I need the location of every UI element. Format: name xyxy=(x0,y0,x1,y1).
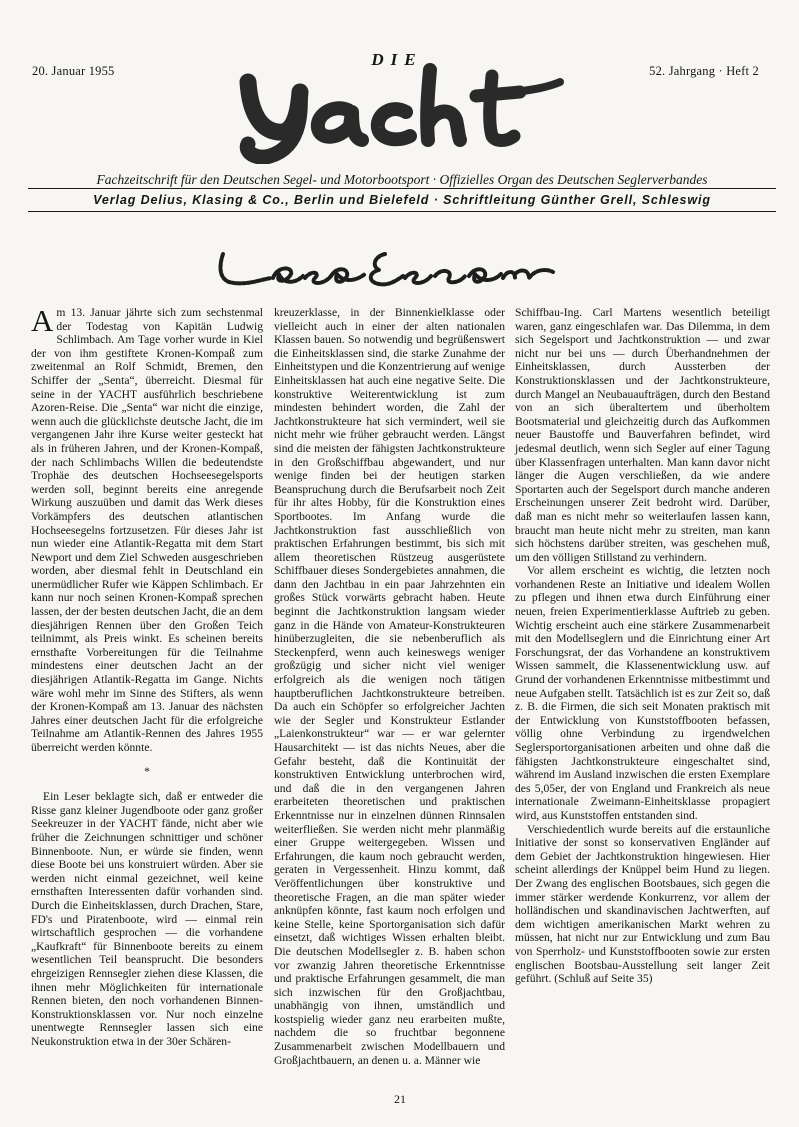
paragraph: kreuzerklasse, in der Binnenkielklasse oder vielleicht auch in einer der alten nationalen Klassen bauen. So notwendig und begrüßenswert die Einheitsklassen sind, die starke Zunahme der Einheitstypen und die Konzentrierung auf wenige Einheitsklassen hat auch eine negative Seite. Die konstruktive Weiterentwicklung ist zum mindesten behindert worden, die Zahl der Jachtkonstrukteure hat sich vermindert, weil sie nicht mehr wie früher gebraucht werden. Längst sind die meisten der fähigsten Jachtkonstrukteure in den Großschiffbau abgewandert, und nur wenige finden bei der heutigen starken Beanspruchung durch die Berufsarbeit noch Zeit für ihr altes Hobby, für die Konstruktion eines Sportbootes. Im Anfang wurde die Jachtkonstruktion fast ausschließlich von praktischen Erfahrungen bestimmt, bis sich mit allem theoretischen Rüstzeug ausgerüstete Schiffbauer dieses Sondergebietes annahmen, die dann den Jachtbau in ein paar Jahrzehnten ein großes Stück vorwärts gebracht haben. Heute beginnt die Jachtkonstruktion langsam wieder ganz in die Hände von Amateur-Konstrukteuren hinüberzugleiten, die sie nebenberuflich als Steckenpferd, wenn auch keineswegs weniger großzügig und sicher nicht viel weniger erfolgreich als die wenigen noch tätigen hauptberuflichen Jachtkonstrukteure betreiben. Da auch ein Schöpfer so erfolgreicher Jachten wie der Segler und Konstrukteur Estlander „Laienkonstrukteur“ war — er war gelernter Hausarchitekt — ist das nichts Neues, aber die Gefahr besteht, daß die Kontinuität der konstruktiven Entwicklung unterbrochen wird, und daß die in den vergangenen Jahren erarbeiteten theoretischen und praktischen Erkenntnisse nur in einzelnen dünnen Rinnsalen weiterfließen. Sie werden nicht mehr planmäßig einer Gruppe weitergegeben. Wissen und Erfahrungen, die kaum noch gebraucht werden, geraten in Vergessenheit. Hinzu kommt, daß Veröffentlichungen über konstruktive und theoretische Fragen, an die man später wieder anknüpfen könnte, fast kaum noch erfolgen und keine Stelle, keine Sportorganisation sich dafür einsetzt, daß wichtiges Wissen erhalten bleibt. Die deutschen Modellsegler z. B. haben schon vor zwanzig Jahren theoretische Erkenntnisse und praktische Erfahrungen gesammelt, die man sich inzwischen für den Großjachtbau, unabhängig von ihnen, umständlich und kostspielig wieder ganz neu erarbeiten mußte, nachdem die so fruchtbar begonnene Zusammenarbeit zwischen Modellbauern und Großjachtbauern, an denen u. a. Männer wie xyxy=(274,306,505,1067)
issue-number: 52. Jahrgang · Heft 2 xyxy=(649,64,759,78)
article-column-1 xyxy=(31,303,263,1048)
divider-top xyxy=(28,188,776,189)
page-number: 21 xyxy=(394,1092,406,1106)
continuation-note: (Schluß auf Seite 35) xyxy=(554,972,653,986)
masthead-die: DIE xyxy=(371,50,423,69)
paragraph: Ein Leser beklagte sich, daß er entweder die Risse ganz kleiner Jugendboote oder ganz großer Seekreuzer in der YACHT fände, nicht aber wie früher die Zeichnungen schnittiger und schöner Binnenboote. Nun, er würde sie finden, wenn diese Boote bei uns konstruiert würden. Aber sie werden nicht einmal gezeichnet, weil keine ernsthaften Interessenten dafür vorhanden sind. Durch die Einheitsklassen, durch Drachen, Stare, FD's und Piratenboote, wird — einmal rein wirtschaftlich gesprochen — die vorhandene „Kaufkraft“ für Binnenboote bereits zu einem wesentlichen Teil beansprucht. Die besonders ehrgeizigen Rennsegler ziehen diese Klassen, die ihnen mehr Möglichkeiten für internationale Rennen bieten, den noch vorhandenen Binnen-Konstruktionsklassen vor. Nur noch einzelne unentwegte Rennsegler lassen sich eine Neukonstruktion etwa in der 30er Schären- xyxy=(31,790,263,1048)
article-column-3 xyxy=(515,306,770,986)
paragraph: Vor allem erscheint es wichtig, die letzten noch vorhandenen Reste an Initiative und idealem Wollen zu pflegen und ihnen etwa durch Einführung einer neuen, freien Experimentierklasse Auftrieb zu geben. Wichtig erscheint auch eine stärkere Zusammenarbeit mit den Modellseglern und die Einrichtung einer Art Forschungsrat, der das Vorhandene an konstruktivem Wissen sammelt, die Klassenentwicklung usw. auf Grund der vorhandenen Erkenntnisse mitbestimmt und neue Aufgaben stellt. Tatsächlich ist es zur Zeit so, daß z. B. die Firmen, die sich seit Monaten praktisch mit der Entwicklung von Kunststoffbooten befassen, völlig ohne Verbindung zu irgendwelchen Seglersportorganisationen arbeiten und ohne daß die fähigsten Jachtkonstrukteure eingeschaltet sind, während im Ausland inzwischen die ersten Exemplare des 5,05er, der von England und Frankreich als neue internationale Zweimann-Einheitsklasse propagiert wird, aus Kunststoffen entstanden sind. xyxy=(515,564,770,822)
issue-date: 20. Januar 1955 xyxy=(32,64,115,78)
paragraph-text: Verschiedentlich wurde bereits auf die erstaunliche Initiative der sonst so konservativen Engländer auf dem Gebiet der Jachtkonstruktion hingewiesen. Hier scheint allerdings der Knüppel beim Hund zu liegen. Der Zwang des englischen Bootsbaues, sich gegen die immer stärker werdende Konkurrenz, vor allem der holländischen und skandinavischen Jachtwerften, auf dem wichtigen amerikanischen Markt wehren zu müssen, hat nicht nur zur Entwicklung und zum Bau von Sperrholz- und Kunststoffbooten sowie zur ersten englischen Bootsbau-Ausstellung seit langer Zeit geführt. xyxy=(515,822,770,986)
paragraph xyxy=(515,823,770,986)
paragraph-text: m 13. Januar jährte sich zum sechstenmal der Todestag von Kapitän Ludwig Schlimbach. Am Tage vorher wurde in Kiel der von ihm gestiftete Kronen-Kompaß zum zweitenmal an Rolf Schmidt, Bremen, den Schiffer der „Senta“, überreicht. Diesmal für seine in der YACHT ausführlich beschriebene Azoren-Reise. Die „Senta“ war nicht die einzige, wenn auch die glücklichste deutsche Jacht, die im vergangenen Jahr ihre Kurse weiter gesteckt hat als in früheren Jahren, und der Kronen-Kompaß, der nach Schlimbachs Willen die bedeutendste Trophäe des deutschen Hochseesegelsports werden soll, beginnt bereits eine anregende Wirkung auszuüben und damit das Werk dieses Vorkämpfers des deutschen atlantischen Hochseesegelns fortzusetzen. Für dieses Jahr ist nun wieder eine Atlantik-Regatta mit dem Start Newport und dem Ziel Schweden ausgeschrieben worden, aber diesmal fehlt in Deutschland ein unermüdlicher Rufer wie Käppen Schlimbach. Er kann nur noch seinen Kronen-Kompaß sprechen lassen, der der besten deutschen Jacht, die an dem diesjährigen Rennen über den Großen Teich teilnimmt, als Preis winkt. Es scheinen bereits ernsthafte Vorbereitungen für die Teilnahme mindestens einer deutschen Jacht an der diesjährigen Atlantik-Regatta im Gange. Nichts wäre wohl mehr im Sinne des Stifters, als wenn der Kronen-Kompaß am 13. Januar des nächsten Jahres einer deutschen Jacht für die erfolgreiche Teilnahme am Atlantik-Rennen des Jahres 1955 überreicht werden könnte. xyxy=(31,306,263,754)
divider-bottom xyxy=(28,211,776,212)
section-title-rope-lettering xyxy=(215,244,560,292)
masthead-subtitle: Fachzeitschrift für den Deutschen Segel- und Motorbootsport · Offizielles Organ des Deutschen Seglerverbandes xyxy=(96,172,708,187)
masthead-yacht-logo xyxy=(230,52,570,164)
paragraph: Schiffbau-Ing. Carl Martens wesentlich beteiligt waren, ganz eingeschlafen war. Das Dilemma, in dem sich Segelsport und Jachtkonstruktion — und zwar nicht nur bei uns — durch Überhandnehmen der Einheitsklassen, durch Aussterben der Konstruktionsklassen und der Jachtkonstrukteure, durch Mangel an Neubauaufträgen, durch den Bestand von an sich überaltertem und überholtem Bootsmaterial und gleichzeitig durch das Aufkommen neuer Baustoffe und Bauverfahren befindet, wird jedesmal deutlich, wenn sich Segler auf einer Tagung über Klassenfragen unterhalten. Man kann davor nicht länger die Augen verschließen, da wie andere Sportarten auch der Segelsport durch manche anderen Erscheinungen unserer Zeit bedroht wird. Darüber, daß man es nicht mehr so weiterlaufen lassen kann, braucht man heute nicht mehr zu streiten, man kann sich höchstens darüber streiten, was geschehen muß, um den völligen Stillstand zu verhindern. xyxy=(515,306,770,564)
drop-cap: A xyxy=(31,303,54,338)
article-column-2 xyxy=(274,306,505,1067)
paragraph xyxy=(31,303,263,755)
publisher-line: Verlag Delius, Klasing & Co., Berlin und Bielefeld · Schriftleitung Günther Grell, Schleswig xyxy=(93,193,711,207)
section-separator: * xyxy=(144,764,150,778)
